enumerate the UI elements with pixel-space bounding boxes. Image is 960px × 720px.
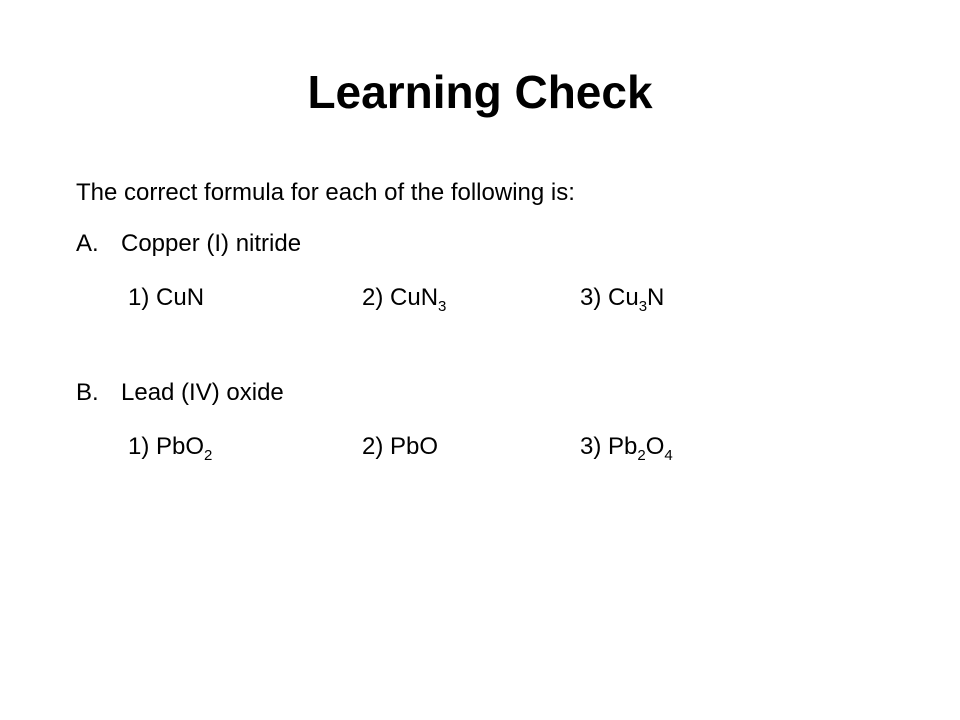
question-b-letter: B.: [76, 379, 99, 406]
option-number: 3): [580, 433, 602, 460]
option-formula: CuN: [156, 284, 205, 311]
option-formula: CuN$_3$: [390, 284, 447, 315]
option-number: 1): [128, 433, 150, 460]
option-formula: PbO: [390, 433, 439, 460]
question-b: [76, 378, 284, 408]
question-a-text: Copper (I) nitride: [121, 230, 302, 257]
option-formula: $Pb_2O_4$: [608, 433, 673, 464]
question-b-option-2: [362, 432, 438, 462]
question-a-option-2: [362, 283, 446, 313]
slide-title: Learning Check: [307, 66, 653, 118]
option-number: 2): [362, 433, 384, 460]
question-b-option-3: [580, 432, 673, 462]
question-a-option-3: [580, 283, 664, 313]
question-a-letter: A.: [76, 230, 99, 257]
option-formula: PbO$_2$: [156, 433, 213, 464]
option-number: 2): [362, 284, 384, 311]
question-b-option-1: [128, 432, 212, 462]
question-a-option-1: [128, 283, 204, 313]
option-number: 1): [128, 284, 150, 311]
intro-text: The correct formula for each of the following is:: [76, 179, 575, 206]
option-number: 3): [580, 284, 602, 311]
question-a: [76, 229, 301, 259]
option-formula: $Cu_3N$: [608, 284, 665, 315]
question-b-text: Lead (IV) oxide: [121, 379, 284, 406]
